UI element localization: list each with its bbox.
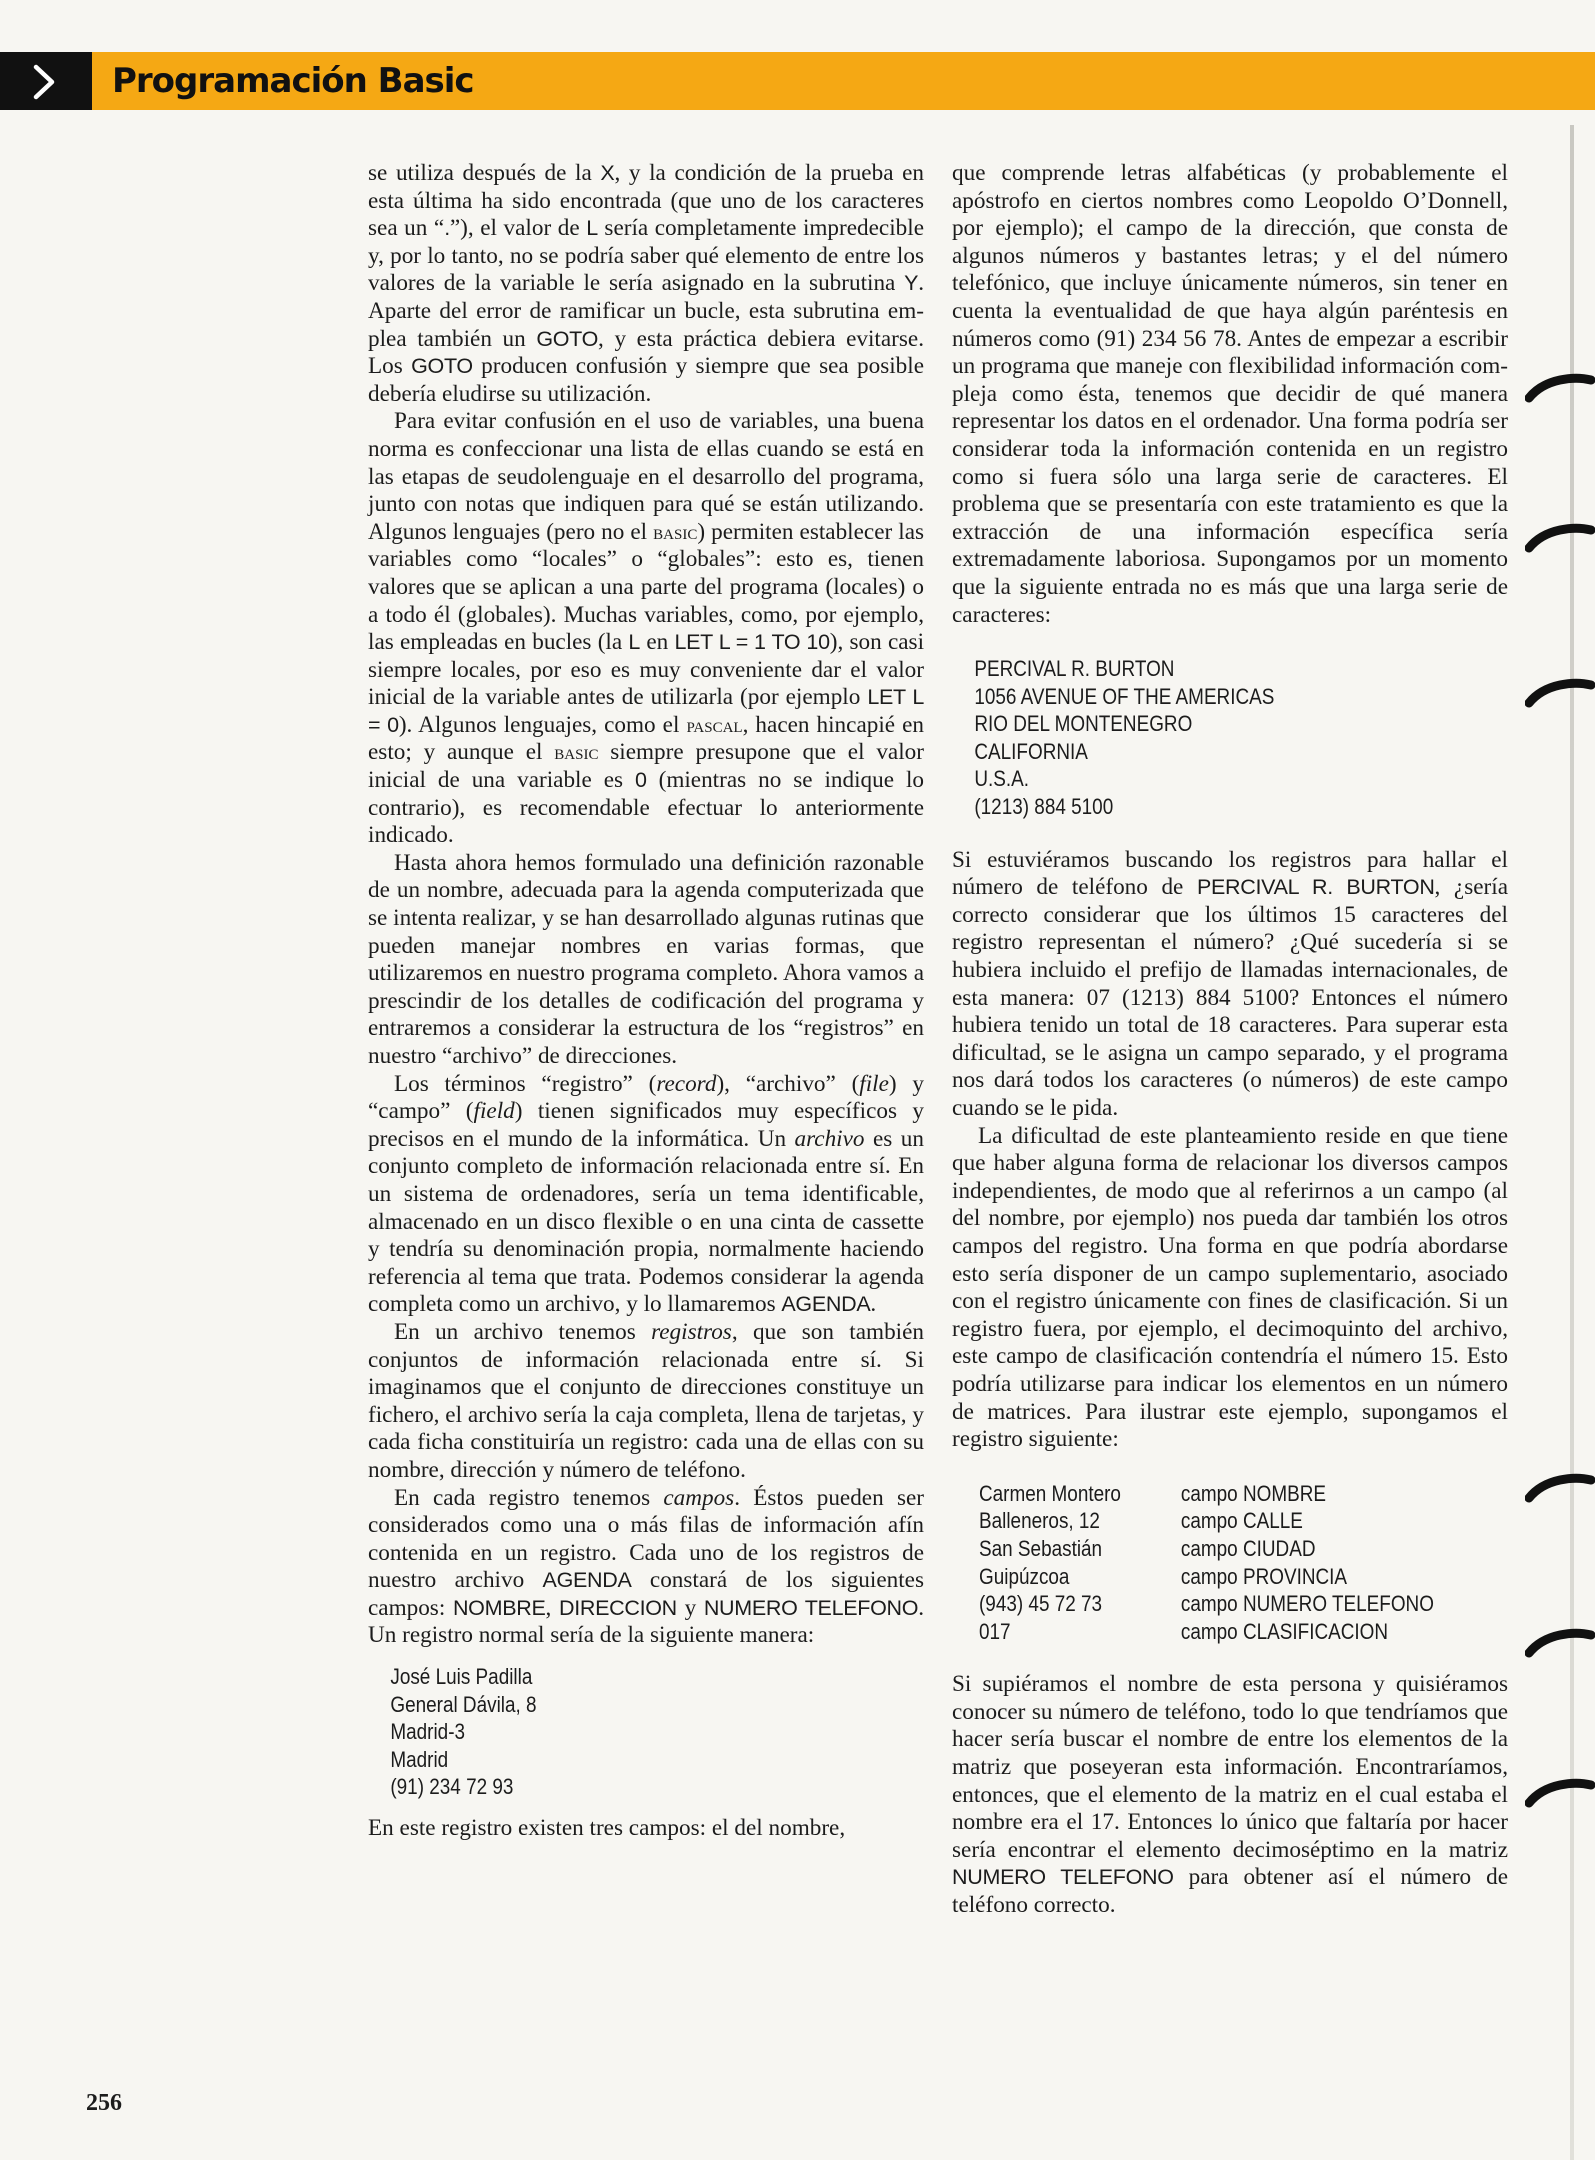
record-row: Guipúzcoa campo PROVINCIA xyxy=(979,1563,1348,1589)
left-paragraph-2: Para evitar confusión en el uso de variables, una buena norma es confeccionar una lista de ellas cuando se está en las etapas de seudolenguaje en el desarrollo del programa, junto con notas que indiquen para qué se están utilizando. Algunos lenguajes (pero no el basic) permiten establecer las variables como “locales” o “globales”: esto es, tienen valores que se aplican a una parte del programa (locales) o a todo él (globales). Muchas variables, como, por ejemplo, las empleadas en bucles (la L en LET L = 1 TO 10), son casi siempre locales, por eso es muy conveniente dar el valor inicial de la variable antes de utilizarla (por ejemplo LET L = 0). Algunos lenguajes, como el pascal, hacen hincapié en esto; y aunque el basic siempre presupone que el valor inicial de una variable es 0 (mientras no se indique lo contrario), es recomendable efectuar lo anteriormente indicado. xyxy=(368,408,925,849)
right-paragraph-3: La dificultad de este planteamiento reside en que tiene que haber alguna forma de relacionar los diversos campos independientes, de modo que al referirnos a un campo (al del nombre, por ejemplo) nos pueda dar también los otros campos del registro. Una forma en que podría abordarse esto sería disponer de un campo suplementario, asociado con el registro únicamente con fines de clasificación. Si un registro fuera, por ejemplo, el decimoquinto del archivo, este campo de clasificación contendría el número 15. Esto podría utilizarse para indicar los elementos en un número de matrices. Para ilustrar este ejemplo, supongamos el registro siguiente: xyxy=(952,1122,1508,1453)
address-line: (1213) 884 5100 xyxy=(974,794,1114,820)
page-number: 256 xyxy=(86,2090,122,2116)
address-line: General Dávila, 8 xyxy=(390,1691,537,1717)
record-row: San Sebastián campo CIUDAD xyxy=(979,1535,1316,1561)
address-line: CALIFORNIA xyxy=(974,738,1088,764)
address-example-percival xyxy=(952,655,1430,821)
binder-ring-icon xyxy=(1525,520,1595,560)
binder-ring-icon xyxy=(1525,1625,1595,1665)
address-line: 1056 AVENUE OF THE AMERICAS xyxy=(974,683,1275,709)
left-paragraph-4: Los términos “registro” (record), “archivo” (file) y “campo” (field) tienen significados muy específicos y precisos en el mundo de la informática. Un archivo es un conjunto completo de información relacionada entre sí. En un sistema de ordenadores, sería un tema identificable, almacenado en un disco flexible o en una cinta de cassette y tendría su denominación propia, normalmente haciendo referencia al tema que trata. Podemos considerar la agenda completa como un archivo, y lo llamaremos AGENDA. xyxy=(368,1070,924,1318)
record-row: (943) 45 72 73 campo NUMERO TELEFONO xyxy=(979,1591,1434,1617)
left-paragraph-7: En este registro existen tres campos: el del nombre, xyxy=(368,1815,846,1842)
right-paragraph-4: Si supiéramos el nombre de esta persona y quisiéramos conocer su número de teléfono, todo lo que tendríamos que hacer sería buscar el nombre de entre los elementos de la matriz que poseyeran esta información. Encontraríamos, entonces, que el elemento de la matriz en el cual estaba el nombre era el 17. Entonces lo único que faltaría por hacer sería encontrar el elemento decimoséptimo en la matriz NUMERO TELEFONO para obtener así el número de teléfono correcto. xyxy=(952,1671,1508,1919)
binder-ring-icon xyxy=(1525,675,1595,715)
right-paragraph-1: que comprende letras alfabéticas (y probablemente el apóstrofo en ciertos nombres como Leopoldo O’Donnell, por ejemplo); el campo de la dirección, que consta de algunos números y bastantes letras; y el del número telefónico, que incluye únicamente números, sin tener en cuenta la eventualidad de que haya algún paréntesis en números como (91) 234 56 78. Antes de empezar a escribir un programa que maneje con flexibilidad información compleja como ésta, tenemos que decidir de qué manera representar los datos en el ordenador. Una forma podría ser considerar toda la información contenida en un registro como si fuera sólo una larga serie de caracteres. El problema que se presentaría con este tratamiento es que la extracción de una información específica sería extremadamente laboriosa. Supongamos por un momento que la siguiente entrada no es más que una larga serie de caracteres: xyxy=(952,160,1508,628)
record-example-table xyxy=(979,1480,1434,1646)
address-line: (91) 234 72 93 xyxy=(390,1774,514,1800)
left-paragraph-6: En cada registro tenemos campos. Éstos pueden ser considerados como una o más filas de información afín contenida en un registro. Cada uno de los registros de nuestro archivo AGENDA constará de los siguientes campos: NOMBRE, DIRECCION y NUMERO TELEFONO. Un registro normal sería de la siguiente manera: xyxy=(368,1484,924,1649)
left-paragraph-5: En un archivo tenemos registros, que son también conjuntos de información relacionada entre sí. Si imaginamos que el conjunto de direcciones constituye un fichero, el archivo sería la caja completa, llena de tarjetas, y cada ficha constituiría un registro: cada una de ellas con su nombre, dirección y número de teléfono. xyxy=(368,1318,924,1483)
left-column xyxy=(368,160,924,1843)
address-line: U.S.A. xyxy=(974,766,1030,792)
record-row: 017 campo CLASIFICACION xyxy=(979,1618,1389,1644)
binder-ring-icon xyxy=(1525,1775,1595,1815)
record-row: Balleneros, 12 campo CALLE xyxy=(979,1508,1303,1534)
binder-edge xyxy=(1570,125,1574,2160)
chevron-right-icon xyxy=(24,64,64,100)
left-paragraph-3: Hasta ahora hemos formulado una definición razonable de un nombre, adecuada para la agenda computerizada que se intenta realizar, y se han desarrollado algunas rutinas que pueden manejar nombres en varias formas, que utilizaremos en nuestro programa completo. Ahora vamos a prescindir de los detalles de codificación del programa y entraremos a considerar la estructura de los “registros” en nuestro “archivo” de direcciones. xyxy=(368,849,924,1069)
address-line: Madrid xyxy=(390,1746,449,1772)
binder-ring-icon xyxy=(1525,370,1595,410)
address-line: Madrid-3 xyxy=(390,1719,466,1745)
header-tab xyxy=(0,52,92,110)
left-paragraph-1: se utiliza después de la X, y la condición de la prueba en esta última ha sido encontrada (que uno de los caracteres sea un “.”), el valor de L sería completamente impredecible y, por lo tanto, no se podría saber qué elemento de entre los valores de la variable le sería asignado en la subrutina Y. Aparte del error de ramificar un bucle, esta subrutina emplea también un GOTO, y esta práctica debiera evitarse. Los GOTO producen confusión y siempre que sea posible debería eludirse su utilización. xyxy=(368,160,925,407)
right-column xyxy=(952,160,1508,1920)
address-line: RIO DEL MONTENEGRO xyxy=(974,711,1193,737)
record-row: Carmen Montero campo NOMBRE xyxy=(979,1480,1327,1506)
right-paragraph-2: Si estuviéramos buscando los registros para hallar el número de teléfono de PERCIVAL R. BURTON, ¿sería correcto considerar que los últimos 15 caracteres del registro representan el número? ¿Qué sucedería si se hubiera incluido el prefijo de llamadas internacionales, de esta manera: 07 (1213) 884 5100? Entonces el número hubiera tenido un total de 18 caracteres. Para superar esta dificultad, se le asigna un campo separado, y el programa nos dará todos los caracteres (o números) de este campo cuando se le pida. xyxy=(952,846,1508,1121)
address-example-jose xyxy=(368,1663,846,1801)
address-line: José Luis Padilla xyxy=(390,1664,533,1690)
address-line: PERCIVAL R. BURTON xyxy=(974,656,1175,682)
page-title: Programación Basic xyxy=(112,61,474,101)
binder-ring-icon xyxy=(1525,1470,1595,1510)
